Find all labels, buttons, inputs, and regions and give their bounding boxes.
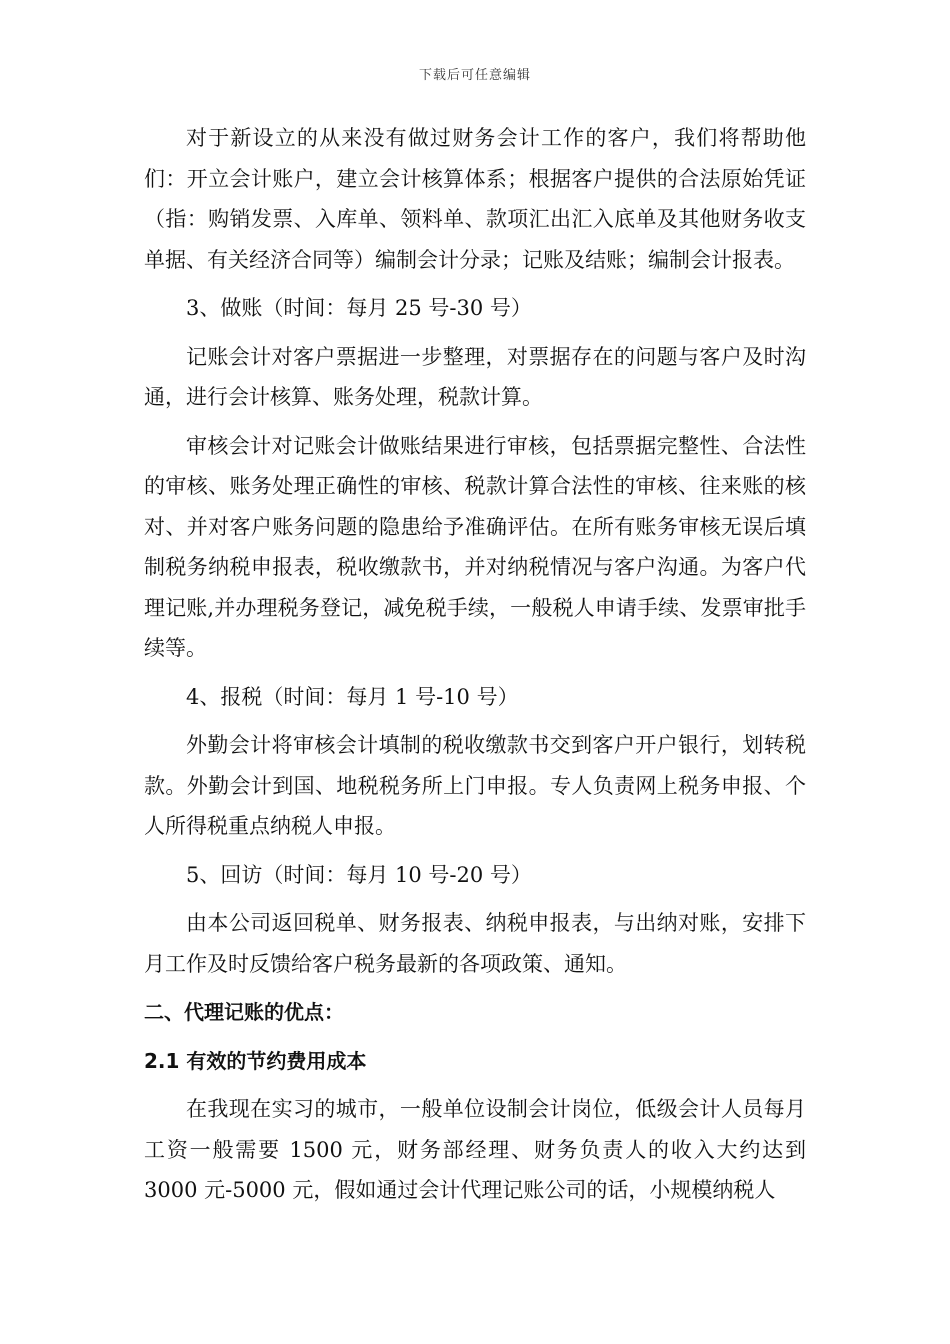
section-2-1-heading: 2.1 有效的节约费用成本 (144, 1048, 367, 1073)
paragraph-bookkeeping: 记账会计对客户票据进一步整理，对票据存在的问题与客户及时沟通，进行会计核算、账务处理，税款计算。 (144, 344, 806, 409)
step-4-heading: 4、报税（时间：每月 1 号-10 号） (186, 684, 519, 709)
document-body (144, 118, 806, 1219)
paragraph-audit: 审核会计对记账会计做账结果进行审核，包括票据完整性、合法性的审核、账务处理正确性的审核、税款计算合法性的审核、往来账的核对、并对客户账务问题的隐患给予准确评估。在所有账务审核无误后填制税务纳税申报表，税收缴款书，并对纳税情况与客户沟通。为客户代理记账,并办理税务登记，减免税手续，一般税人申请手续、发票审批手续等。 (144, 433, 806, 660)
paragraph-cost-saving: 在我现在实习的城市，一般单位设制会计岗位，低级会计人员每月工资一般需要 1500 元，财务部经理、财务负责人的收入大约达到 3000 元-5000 元，假如通过会计代理记账公司的话，小规模纳税人 (144, 1097, 806, 1202)
paragraph-follow-up: 由本公司返回税单、财务报表、纳税申报表，与出纳对账，安排下月工作及时反馈给客户税务最新的各项政策、通知。 (144, 911, 806, 976)
step-5-heading: 5、回访（时间：每月 10 号-20 号） (186, 862, 532, 887)
paragraph-tax-filing: 外勤会计将审核会计填制的税收缴款书交到客户开户银行，划转税款。外勤会计到国、地税税务所上门申报。专人负责网上税务申报、个人所得税重点纳税人申报。 (144, 733, 806, 838)
step-3-heading: 3、做账（时间：每月 25 号-30 号） (186, 296, 532, 320)
paragraph-new-client-setup: 对于新设立的从来没有做过财务会计工作的客户，我们将帮助他们：开立会计账户，建立会计核算体系；根据客户提供的合法原始凭证（指：购销发票、入库单、领料单、款项汇出汇入底单及其他财务收支单据、有关经济合同等）编制会计分录；记账及结账；编制会计报表。 (144, 126, 806, 272)
section-2-heading: 二、代理记账的优点： (144, 1000, 344, 1024)
page-header: 下载后可任意编辑 (418, 68, 531, 83)
